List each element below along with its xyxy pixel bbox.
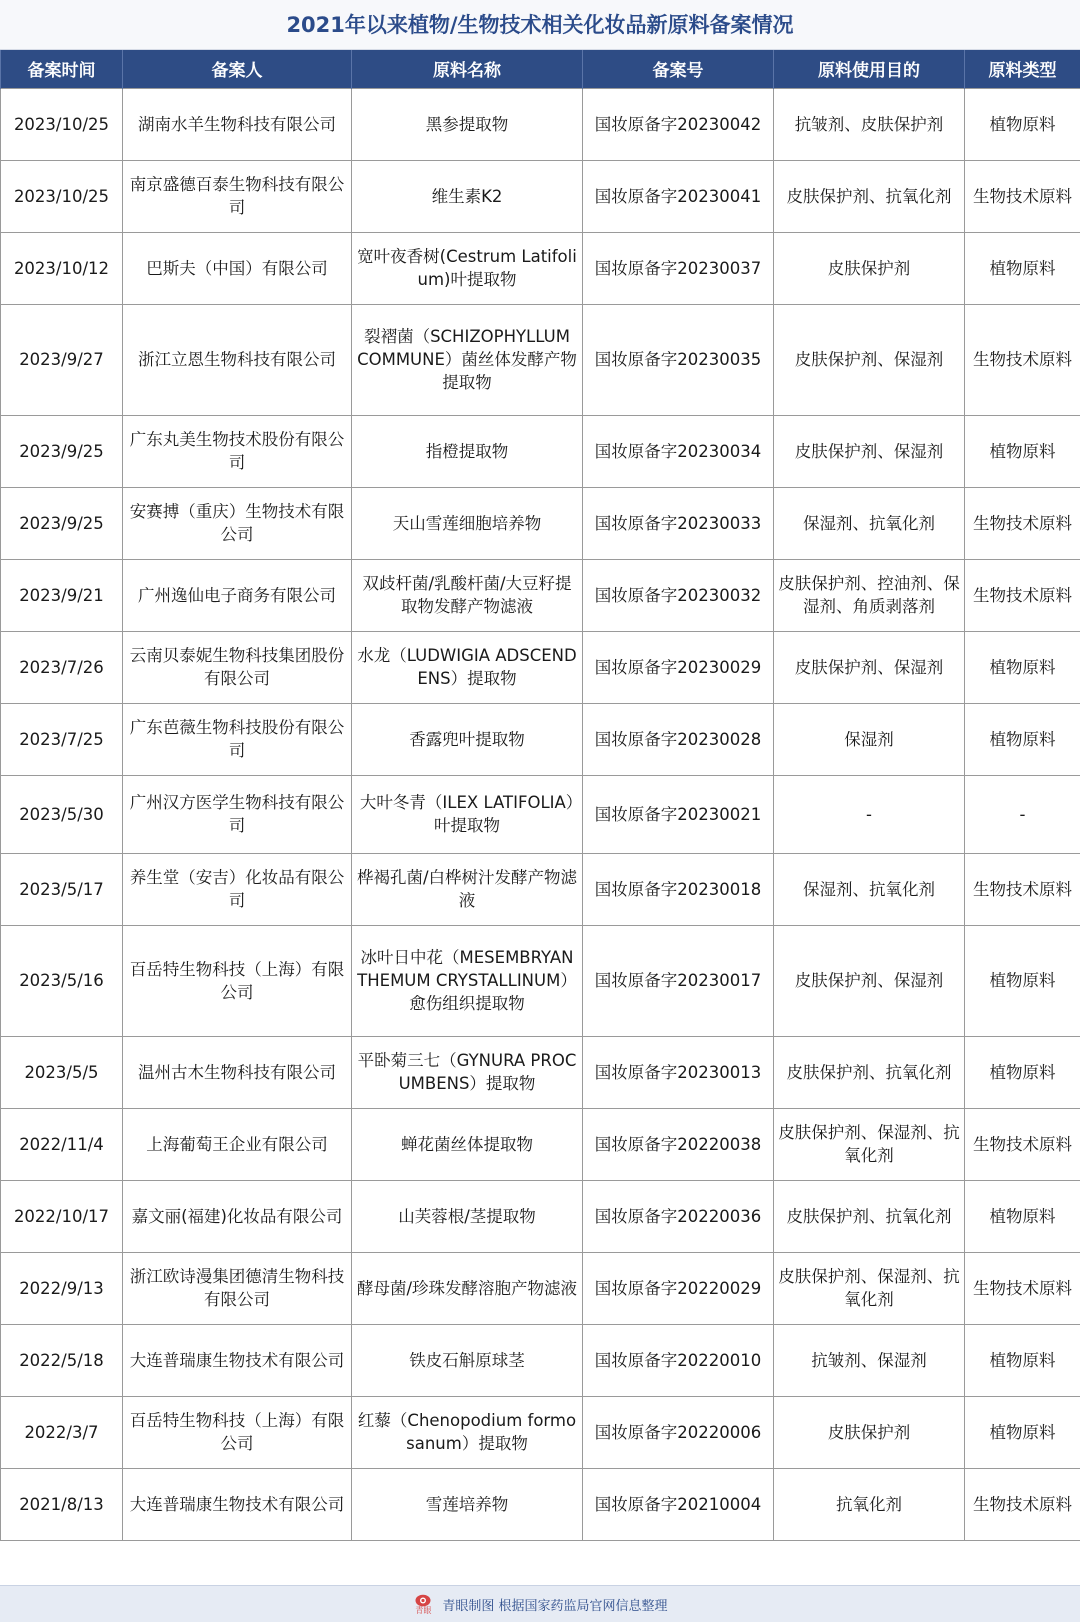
cell-purpose: 保湿剂: [774, 703, 965, 775]
cell-material-name: 裂褶菌（SCHIZOPHYLLUM COMMUNE）菌丝体发酵产物提取物: [352, 304, 583, 415]
table-row: [1, 1108, 1080, 1180]
cell-filer: 南京盛德百泰生物科技有限公司: [123, 160, 352, 232]
footer: [0, 1585, 1080, 1622]
table-body: [1, 88, 1080, 1540]
footer-source-text: 青眼制图 根据国家药监局官网信息整理: [442, 1598, 668, 1614]
cell-material-type: 植物原料: [965, 631, 1080, 703]
cell-registration-number: 国妆原备字20230032: [583, 559, 774, 631]
cell-registration-number: 国妆原备字20230037: [583, 232, 774, 304]
cell-registration-number: 国妆原备字20230021: [583, 775, 774, 853]
cell-registration-number: 国妆原备字20220010: [583, 1324, 774, 1396]
cell-registration-number: 国妆原备字20220029: [583, 1252, 774, 1324]
cell-filer: 浙江欧诗漫集团德清生物科技有限公司: [123, 1252, 352, 1324]
cell-registration-number: 国妆原备字20230018: [583, 853, 774, 925]
cell-purpose: 皮肤保护剂、保湿剂: [774, 925, 965, 1036]
cell-purpose: 皮肤保护剂、抗氧化剂: [774, 1036, 965, 1108]
table-row: [1, 853, 1080, 925]
cell-material-type: 生物技术原料: [965, 1468, 1080, 1540]
cell-material-name: 大叶冬青（ILEX LATIFOLIA）叶提取物: [352, 775, 583, 853]
cell-date: 2023/7/26: [1, 631, 123, 703]
cell-material-type: 植物原料: [965, 1036, 1080, 1108]
cell-material-type: 生物技术原料: [965, 1252, 1080, 1324]
cell-material-type: 生物技术原料: [965, 853, 1080, 925]
cell-filer: 上海葡萄王企业有限公司: [123, 1108, 352, 1180]
cell-material-name: 桦褐孔菌/白桦树汁发酵产物滤液: [352, 853, 583, 925]
cell-filer: 大连普瑞康生物技术有限公司: [123, 1324, 352, 1396]
cell-date: 2023/7/25: [1, 703, 123, 775]
cell-purpose: 皮肤保护剂、抗氧化剂: [774, 160, 965, 232]
cell-purpose: 皮肤保护剂、抗氧化剂: [774, 1180, 965, 1252]
cell-material-name: 宽叶夜香树(Cestrum Latifolium)叶提取物: [352, 232, 583, 304]
table-row: [1, 304, 1080, 415]
header-filer: 备案人: [123, 50, 352, 88]
cell-material-name: 天山雪莲细胞培养物: [352, 487, 583, 559]
cell-material-name: 香露兜叶提取物: [352, 703, 583, 775]
cell-material-name: 黑参提取物: [352, 88, 583, 160]
cell-purpose: 抗皱剂、皮肤保护剂: [774, 88, 965, 160]
cell-date: 2022/9/13: [1, 1252, 123, 1324]
cell-material-name: 山芙蓉根/茎提取物: [352, 1180, 583, 1252]
cell-purpose: 保湿剂、抗氧化剂: [774, 487, 965, 559]
cell-date: 2023/9/25: [1, 487, 123, 559]
cell-material-type: 生物技术原料: [965, 160, 1080, 232]
cell-registration-number: 国妆原备字20230017: [583, 925, 774, 1036]
table-row: [1, 1396, 1080, 1468]
cell-material-name: 酵母菌/珍珠发酵溶胞产物滤液: [352, 1252, 583, 1324]
table-row: [1, 160, 1080, 232]
cell-material-name: 铁皮石斛原球茎: [352, 1324, 583, 1396]
cell-filer: 大连普瑞康生物技术有限公司: [123, 1468, 352, 1540]
cell-filer: 广州汉方医学生物科技有限公司: [123, 775, 352, 853]
cell-registration-number: 国妆原备字20230028: [583, 703, 774, 775]
header-date: 备案时间: [1, 50, 123, 88]
cell-registration-number: 国妆原备字20220006: [583, 1396, 774, 1468]
cell-material-type: 植物原料: [965, 1180, 1080, 1252]
cell-material-name: 冰叶日中花（MESEMBRYANTHEMUM CRYSTALLINUM）愈伤组织提取物: [352, 925, 583, 1036]
cell-purpose: 皮肤保护剂: [774, 232, 965, 304]
cell-purpose: 抗氧化剂: [774, 1468, 965, 1540]
cell-date: 2023/9/21: [1, 559, 123, 631]
cell-material-type: 植物原料: [965, 1396, 1080, 1468]
cell-date: 2023/10/25: [1, 160, 123, 232]
header-registration-number: 备案号: [583, 50, 774, 88]
table-row: [1, 1036, 1080, 1108]
cell-material-type: 生物技术原料: [965, 559, 1080, 631]
cell-date: 2023/5/16: [1, 925, 123, 1036]
cell-material-type: 植物原料: [965, 415, 1080, 487]
cell-registration-number: 国妆原备字20220036: [583, 1180, 774, 1252]
cell-filer: 湖南水羊生物科技有限公司: [123, 88, 352, 160]
cell-date: 2023/9/27: [1, 304, 123, 415]
cell-filer: 浙江立恩生物科技有限公司: [123, 304, 352, 415]
cell-material-name: 红藜（Chenopodium formosanum）提取物: [352, 1396, 583, 1468]
table-row: [1, 559, 1080, 631]
cell-material-type: 生物技术原料: [965, 304, 1080, 415]
cell-registration-number: 国妆原备字20230034: [583, 415, 774, 487]
cell-material-type: -: [965, 775, 1080, 853]
cell-material-name: 雪莲培养物: [352, 1468, 583, 1540]
cell-date: 2023/5/5: [1, 1036, 123, 1108]
cell-material-name: 指橙提取物: [352, 415, 583, 487]
logo-text: 青眼: [415, 1605, 432, 1615]
cell-registration-number: 国妆原备字20230029: [583, 631, 774, 703]
cell-date: 2022/10/17: [1, 1180, 123, 1252]
qingyan-logo-icon: [412, 1593, 434, 1615]
cell-material-name: 双歧杆菌/乳酸杆菌/大豆籽提取物发酵产物滤液: [352, 559, 583, 631]
cell-filer: 百岳特生物科技（上海）有限公司: [123, 925, 352, 1036]
table-row: [1, 1252, 1080, 1324]
cell-filer: 养生堂（安吉）化妆品有限公司: [123, 853, 352, 925]
table-row: [1, 487, 1080, 559]
cell-purpose: 皮肤保护剂、控油剂、保湿剂、角质剥落剂: [774, 559, 965, 631]
cell-purpose: 皮肤保护剂、保湿剂: [774, 415, 965, 487]
cell-filer: 广州逸仙电子商务有限公司: [123, 559, 352, 631]
cell-registration-number: 国妆原备字20230033: [583, 487, 774, 559]
table-row: [1, 415, 1080, 487]
cell-filer: 百岳特生物科技（上海）有限公司: [123, 1396, 352, 1468]
cell-date: 2022/5/18: [1, 1324, 123, 1396]
cell-material-type: 植物原料: [965, 925, 1080, 1036]
header-material-type: 原料类型: [965, 50, 1080, 88]
table-row: [1, 631, 1080, 703]
cell-material-name: 平卧菊三七（GYNURA PROCUMBENS）提取物: [352, 1036, 583, 1108]
cell-date: 2022/11/4: [1, 1108, 123, 1180]
cell-purpose: 皮肤保护剂: [774, 1396, 965, 1468]
header-purpose: 原料使用目的: [774, 50, 965, 88]
table-row: [1, 1468, 1080, 1540]
cell-purpose: -: [774, 775, 965, 853]
cell-filer: 云南贝泰妮生物科技集团股份有限公司: [123, 631, 352, 703]
cell-material-type: 植物原料: [965, 1324, 1080, 1396]
cell-purpose: 皮肤保护剂、保湿剂: [774, 304, 965, 415]
cell-filer: 安赛搏（重庆）生物技术有限公司: [123, 487, 352, 559]
cell-purpose: 皮肤保护剂、保湿剂、抗氧化剂: [774, 1108, 965, 1180]
filing-table: [0, 50, 1080, 1541]
cell-registration-number: 国妆原备字20230041: [583, 160, 774, 232]
cell-purpose: 抗皱剂、保湿剂: [774, 1324, 965, 1396]
table-row: [1, 925, 1080, 1036]
cell-material-type: 生物技术原料: [965, 487, 1080, 559]
cell-date: 2023/5/30: [1, 775, 123, 853]
cell-material-name: 蝉花菌丝体提取物: [352, 1108, 583, 1180]
cell-registration-number: 国妆原备字20230013: [583, 1036, 774, 1108]
cell-filer: 广东丸美生物技术股份有限公司: [123, 415, 352, 487]
cell-filer: 温州古木生物科技有限公司: [123, 1036, 352, 1108]
table-row: [1, 775, 1080, 853]
cell-material-type: 植物原料: [965, 703, 1080, 775]
cell-date: 2023/5/17: [1, 853, 123, 925]
cell-date: 2023/10/12: [1, 232, 123, 304]
cell-registration-number: 国妆原备字20230042: [583, 88, 774, 160]
table-row: [1, 1180, 1080, 1252]
cell-material-type: 植物原料: [965, 232, 1080, 304]
cell-material-type: 生物技术原料: [965, 1108, 1080, 1180]
header-row: [1, 50, 1080, 88]
cell-registration-number: 国妆原备字20210004: [583, 1468, 774, 1540]
cell-purpose: 皮肤保护剂、保湿剂、抗氧化剂: [774, 1252, 965, 1324]
cell-filer: 巴斯夫（中国）有限公司: [123, 232, 352, 304]
cell-date: 2021/8/13: [1, 1468, 123, 1540]
table-row: [1, 88, 1080, 160]
cell-date: 2023/9/25: [1, 415, 123, 487]
cell-material-name: 水龙（LUDWIGIA ADSCENDENS）提取物: [352, 631, 583, 703]
cell-material-type: 植物原料: [965, 88, 1080, 160]
cell-purpose: 皮肤保护剂、保湿剂: [774, 631, 965, 703]
cell-material-name: 维生素K2: [352, 160, 583, 232]
cell-registration-number: 国妆原备字20220038: [583, 1108, 774, 1180]
table-header: [1, 50, 1080, 88]
table-row: [1, 1324, 1080, 1396]
header-material-name: 原料名称: [352, 50, 583, 88]
cell-filer: 嘉文丽(福建)化妆品有限公司: [123, 1180, 352, 1252]
cell-purpose: 保湿剂、抗氧化剂: [774, 853, 965, 925]
cell-date: 2023/10/25: [1, 88, 123, 160]
table-title: 2021年以来植物/生物技术相关化妆品新原料备案情况: [0, 0, 1080, 50]
cell-registration-number: 国妆原备字20230035: [583, 304, 774, 415]
cell-filer: 广东芭薇生物科技股份有限公司: [123, 703, 352, 775]
cell-date: 2022/3/7: [1, 1396, 123, 1468]
table-row: [1, 232, 1080, 304]
table-row: [1, 703, 1080, 775]
